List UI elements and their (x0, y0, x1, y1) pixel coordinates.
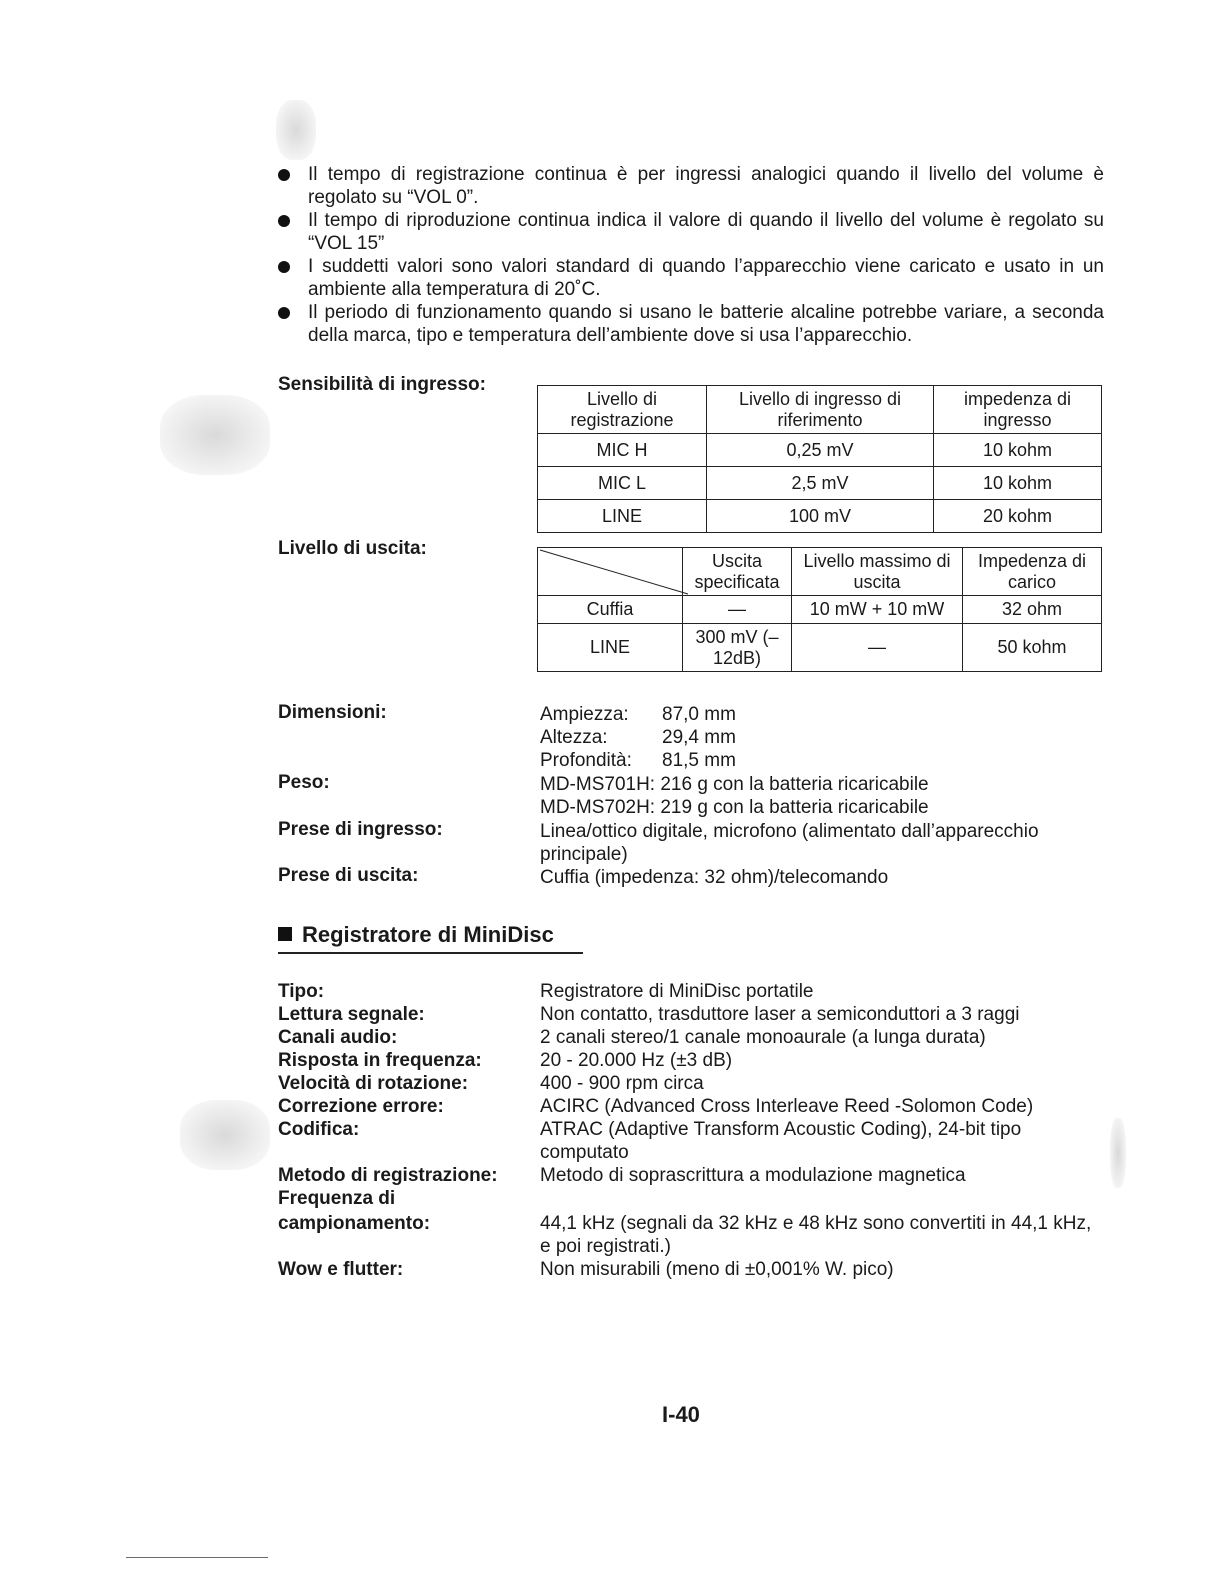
spec-row: Codifica: ATRAC (Adaptive Transform Acoustic Coding), 24-bit tipo computato (278, 1119, 1022, 1163)
heading-underline (278, 952, 583, 954)
table-header: impedenza di ingresso (934, 386, 1102, 434)
dimensions-label: Dimensioni: (278, 702, 387, 723)
spec-row: campionamento: 44,1 kHz (segnali da 32 kHz e 48 kHz sono convertiti in 44,1 kHz, e poi registrati.) (278, 1213, 1092, 1257)
bullet-icon (278, 169, 290, 181)
spec-row: Correzione errore: ACIRC (Advanced Cross Interleave Reed -Solomon Code) (278, 1096, 1034, 1117)
note-item: Il periodo di funzionamento quando si usano le batterie alcaline potrebbe variare, a seconda della marca, tipo e temperatura dell’ambiente dove si usa l’apparecchio. (278, 301, 1104, 347)
square-bullet-icon (278, 927, 292, 941)
input-sensitivity-label: Sensibilità di ingresso: (278, 374, 486, 395)
dimensions-values: Ampiezza: 87,0 mm Altezza: 29,4 mm Profondità: 81,5 mm (540, 704, 736, 771)
footer-rule (126, 1557, 268, 1558)
spec-row: Wow e flutter: Non misurabili (meno di ±0,001% W. pico) (278, 1259, 894, 1280)
scan-smudge (160, 395, 270, 475)
scan-smudge (1110, 1118, 1126, 1188)
spec-row: Risposta in frequenza: 20 - 20.000 Hz (±3 dB) (278, 1050, 733, 1071)
spec-row: Lettura segnale: Non contatto, trasduttore laser a semiconduttori a 3 raggi (278, 1004, 1020, 1025)
table-header: Livello massimo di uscita (792, 548, 963, 596)
table-row: Cuffia — 10 mW + 10 mW 32 ohm (538, 596, 1102, 624)
table-header: Uscita specificata (683, 548, 792, 596)
table-row: MIC H 0,25 mV 10 kohm (538, 434, 1102, 467)
spec-row: Metodo di registrazione: Metodo di soprascrittura a modulazione magnetica (278, 1165, 966, 1186)
spec-row: Frequenza di (278, 1188, 396, 1209)
scan-smudge (276, 100, 316, 160)
recorder-specs (278, 980, 1105, 1281)
input-jacks-label: Prese di ingresso: (278, 819, 443, 840)
diagonal-line (538, 548, 690, 596)
table-header: Impedenza di carico (963, 548, 1102, 596)
scan-smudge (180, 1100, 270, 1170)
note-item: Il tempo di registrazione continua è per ingressi analogici quando il livello del volume è regolato su “VOL 0”. (278, 163, 1104, 209)
weight-values: MD-MS701H: 216 g con la batteria ricaricabile MD-MS702H: 219 g con la batteria ricaricabile (540, 774, 929, 818)
spec-row: Canali audio: 2 canali stereo/1 canale monoaurale (a lunga durata) (278, 1027, 986, 1048)
table-header: Livello di registrazione (538, 386, 707, 434)
table-row: LINE 100 mV 20 kohm (538, 500, 1102, 533)
spec-row: Tipo: Registratore di MiniDisc portatile (278, 981, 814, 1002)
output-level-label: Livello di uscita: (278, 538, 427, 559)
output-jacks-value: Cuffia (impedenza: 32 ohm)/telecomando (540, 867, 889, 888)
section-heading: Registratore di MiniDisc (278, 922, 554, 948)
spec-row: Velocità di rotazione: 400 - 900 rpm circa (278, 1073, 704, 1094)
note-item: I suddetti valori sono valori standard di quando l’apparecchio viene caricato e usato in un ambiente alla temperatura di 20˚C. (278, 255, 1104, 301)
table-header: Livello di ingresso di riferimento (707, 386, 934, 434)
notes-list (278, 163, 1104, 347)
input-jacks-value: Linea/ottico digitale, microfono (alimentato dall’apparecchio principale) (540, 821, 1039, 865)
bullet-icon (278, 307, 290, 319)
table-row: LINE 300 mV (–12dB) — 50 kohm (538, 624, 1102, 672)
bullet-icon (278, 215, 290, 227)
output-level-table (537, 547, 1102, 672)
input-sensitivity-table (537, 385, 1102, 533)
weight-label: Peso: (278, 772, 330, 793)
diagonal-cell (538, 548, 683, 596)
bullet-icon (278, 261, 290, 273)
table-row: MIC L 2,5 mV 10 kohm (538, 467, 1102, 500)
output-jacks-label: Prese di uscita: (278, 865, 419, 886)
page-number: I-40 (662, 1402, 700, 1427)
note-item: Il tempo di riproduzione continua indica il valore di quando il livello del volume è regolato su “VOL 15” (278, 209, 1104, 255)
